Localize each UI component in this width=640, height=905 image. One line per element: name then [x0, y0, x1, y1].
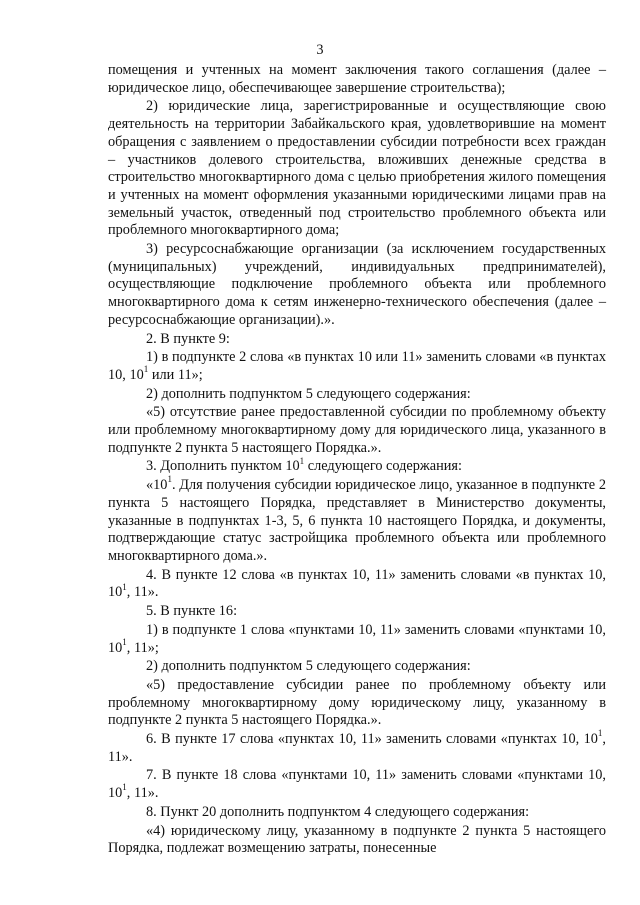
paragraph	[108, 823, 606, 858]
paragraph	[108, 455, 606, 476]
paragraph	[108, 98, 606, 240]
paragraph	[108, 804, 606, 822]
paragraph-text: 2) дополнить подпунктом 5 следующего содержания:	[146, 385, 471, 402]
paragraph	[108, 349, 606, 384]
paragraph	[108, 603, 606, 621]
paragraph-text: 5. В пункте 16:	[146, 603, 238, 620]
paragraph	[108, 474, 606, 566]
paragraph-text: следующего содержания:	[304, 458, 462, 475]
paragraph-text: 6. В пункте 17 слова «пунктах 10, 11» заменить словами «пунктах 10, 10	[146, 731, 598, 748]
paragraph-text: помещения и учтенных на момент заключения такого соглашения (далее – юридическое лицо, обеспечивающее завершение строительства);	[108, 62, 606, 96]
paragraph-text: 7. В пункте 18 слова «пунктами 10, 11» заменить словами «пунктами 10, 10	[108, 767, 606, 802]
superscript: 1	[122, 782, 127, 793]
paragraph-text: . Для получения субсидии юридическое лицо, указанное в подпункте 2 пункта 5 настоящего Порядка, представляет в Министерство документы, указанные в подпунктах 1-3, 5, 6 пункта 10 настоящего Порядка, и документы, подтверждающие статус застройщика проблемного объекта или проблемного многоквартирного дома.».	[108, 477, 606, 564]
paragraph-text: 3) ресурсоснабжающие организации (за исключением государственных (муниципальных) учреждений, индивидуальных предпринимателей), осуществляющие подключение проблемного объекта или проблемного многоквартирного дома к сетям инженерно-технического обеспечения (далее – ресурсоснабжающие организации).».	[108, 241, 606, 328]
paragraph	[108, 567, 606, 602]
paragraph	[108, 658, 606, 676]
paragraph	[108, 404, 606, 457]
paragraph	[108, 331, 606, 349]
paragraph	[108, 241, 606, 330]
paragraph-text: , 11».	[108, 731, 606, 765]
superscript: 1	[299, 455, 305, 466]
superscript: 1	[122, 581, 127, 592]
superscript: 1	[122, 636, 127, 647]
paragraph	[108, 622, 606, 657]
paragraph-text: , 11»;	[126, 639, 159, 656]
paragraph	[108, 677, 606, 730]
paragraph-text: , 11».	[126, 785, 159, 802]
paragraph	[108, 62, 606, 97]
superscript: 1	[143, 364, 149, 375]
superscript: 1	[167, 474, 172, 485]
paragraph-text: 2) юридические лица, зарегистрированные и осуществляющие свою деятельность на территории Забайкальского края, удовлетворившие на момент обращения с заявлением о предоставлении субсидии потребности всех граждан – участников долевого строительства, вложивших денежные средства в строительство многоквартирного дома с целью приобретения жилого помещения и учтенных на момент оформления указанными юридическими лицами прав на земельный участок, отведенный под строительство проблемного объекта или проблемного многоквартирного дома;	[108, 98, 606, 239]
paragraph-text: 1) в подпункте 1 слова «пунктами 10, 11» заменить словами «пунктами 10, 10	[108, 621, 606, 656]
paragraph-text: 3. Дополнить пунктом 10	[146, 458, 300, 475]
paragraph-text: или 11»;	[148, 366, 203, 383]
paragraph-text: «5) отсутствие ранее предоставленной субсидии по проблемному объекту или проблемному многоквартирному дому для юридического лица, указанного в подпункте 2 пункта 5 настоящего Порядка.».	[108, 404, 606, 456]
paragraph-text: 2) дополнить подпунктом 5 следующего содержания:	[146, 658, 471, 675]
paragraph-text: 8. Пункт 20 дополнить подпунктом 4 следующего содержания:	[146, 803, 530, 820]
paragraph	[108, 767, 606, 802]
paragraph-text: «4) юридическому лицу, указанному в подпункте 2 пункта 5 настоящего Порядка, подлежат возмещению затраты, понесенные	[108, 822, 606, 857]
paragraph	[108, 386, 606, 404]
paragraph-text: «10	[146, 477, 168, 494]
paragraph-text: 2. В пункте 9:	[146, 330, 230, 347]
page-number: 3	[316, 42, 324, 58]
paragraph-text: «5) предоставление субсидии ранее по проблемному объекту или проблемному многоквартирному дому юридическому лицу, указанному в подпункте 2 пункта 5 настоящего Порядка.».	[108, 676, 606, 729]
paragraph-text: , 11».	[126, 584, 159, 601]
paragraph	[108, 728, 606, 766]
superscript: 1	[597, 728, 603, 739]
paragraph-text: 1) в подпункте 2 слова «в пунктах 10 или 11» заменить словами «в пунктах 10, 10	[108, 349, 606, 383]
document-body	[108, 62, 606, 858]
paragraph-text: 4. В пункте 12 слова «в пунктах 10, 11» заменить словами «в пунктах 10, 10	[108, 566, 606, 601]
